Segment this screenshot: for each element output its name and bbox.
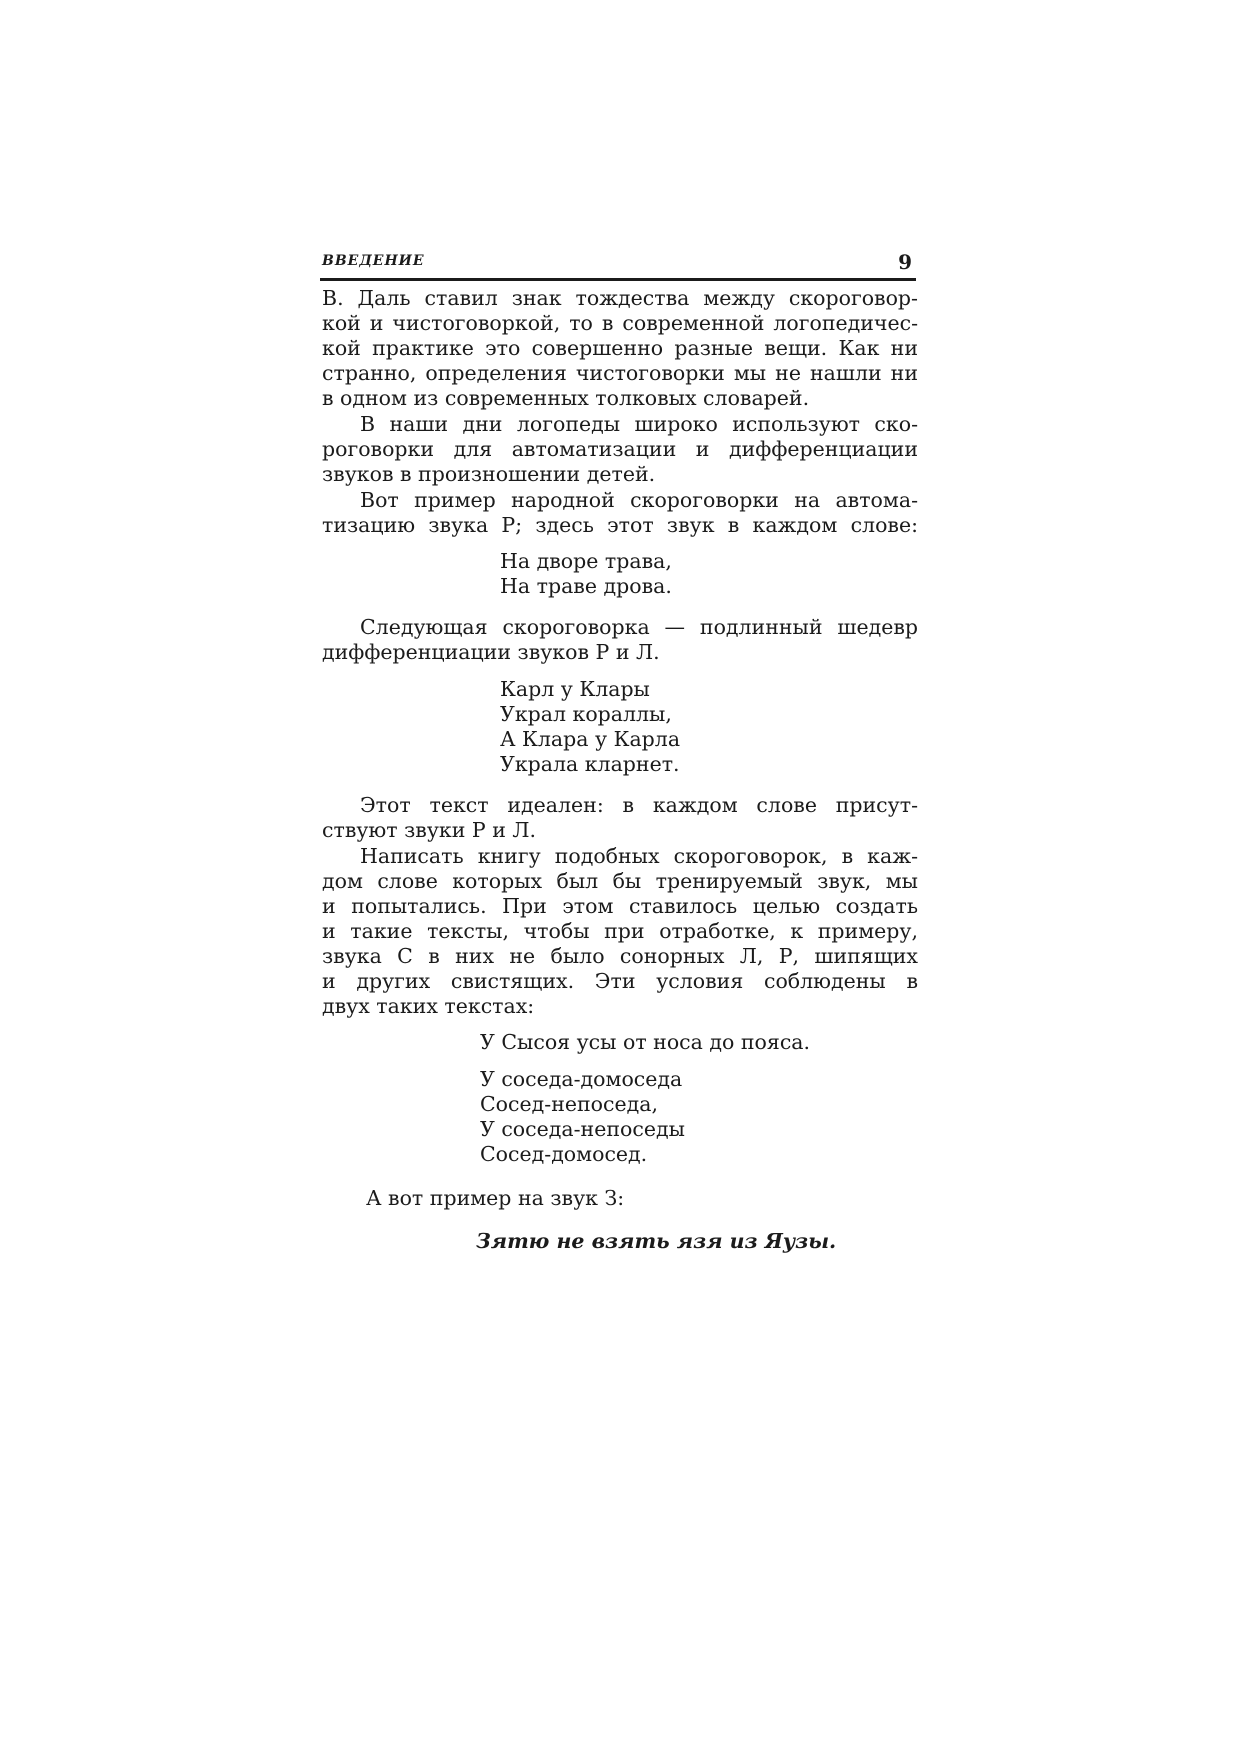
text-line: и такие тексты, чтобы при отработке, к примеру, <box>322 919 918 943</box>
verse-line: Зятю не взять язя из Яузы. <box>476 1229 837 1253</box>
text-line: Следующая скороговорка — подлинный шедевр <box>360 615 918 639</box>
running-head: ВВЕДЕНИЕ <box>322 253 425 269</box>
text-line: и других свистящих. Эти условия соблюдены в <box>322 969 918 993</box>
verse-line: На дворе трава, <box>500 549 672 573</box>
text-line: в одном из современных толковых словарей. <box>322 386 810 410</box>
text-line: дом слове которых был бы тренируемый звук, мы <box>322 869 918 893</box>
verse-line: Украл кораллы, <box>500 702 672 726</box>
text-line: и попытались. При этом ставилось целью создать <box>322 894 918 918</box>
text-line: тизацию звука Р; здесь этот звук в каждом слове: <box>322 513 918 537</box>
text-line: роговорки для автоматизации и дифференциации <box>322 437 918 461</box>
verse-line: На траве дрова. <box>500 574 672 598</box>
verse-line: У соседа-непоседы <box>480 1117 685 1141</box>
text-line: ствуют звуки Р и Л. <box>322 818 537 842</box>
text-line: кой практике это совершенно разные вещи. Как ни <box>322 336 918 360</box>
page-number: 9 <box>898 250 912 274</box>
text-line: Этот текст идеален: в каждом слове присут- <box>360 793 918 817</box>
page-header <box>320 252 916 281</box>
verse-line: У Сысоя усы от носа до пояса. <box>480 1030 811 1054</box>
text-line: странно, определения чистоговорки мы не нашли ни <box>322 361 918 385</box>
text-line: двух таких текстах: <box>322 994 535 1018</box>
verse-line: Сосед-домосед. <box>480 1142 648 1166</box>
verse-line: Сосед-непоседа, <box>480 1092 658 1116</box>
verse-line: Карл у Клары <box>500 677 650 701</box>
text-line: Написать книгу подобных скороговорок, в каж- <box>360 844 918 868</box>
text-line: В. Даль ставил знак тождества между скороговор- <box>322 286 918 310</box>
text-line: звука С в них не было сонорных Л, Р, шипящих <box>322 944 918 968</box>
text-line: Вот пример народной скороговорки на автома- <box>360 488 918 512</box>
verse-line: А Клара у Карла <box>500 727 681 751</box>
text-line: В наши дни логопеды широко используют ско- <box>360 412 918 436</box>
verse-line: У соседа-домоседа <box>480 1067 683 1091</box>
text-line: дифференциации звуков Р и Л. <box>322 640 660 664</box>
text-line: звуков в произношении детей. <box>322 462 656 486</box>
text-line: А вот пример на звук З: <box>366 1186 625 1210</box>
verse-line: Украла кларнет. <box>500 752 680 776</box>
text-line: кой и чистоговоркой, то в современной логопедичес- <box>322 311 918 335</box>
